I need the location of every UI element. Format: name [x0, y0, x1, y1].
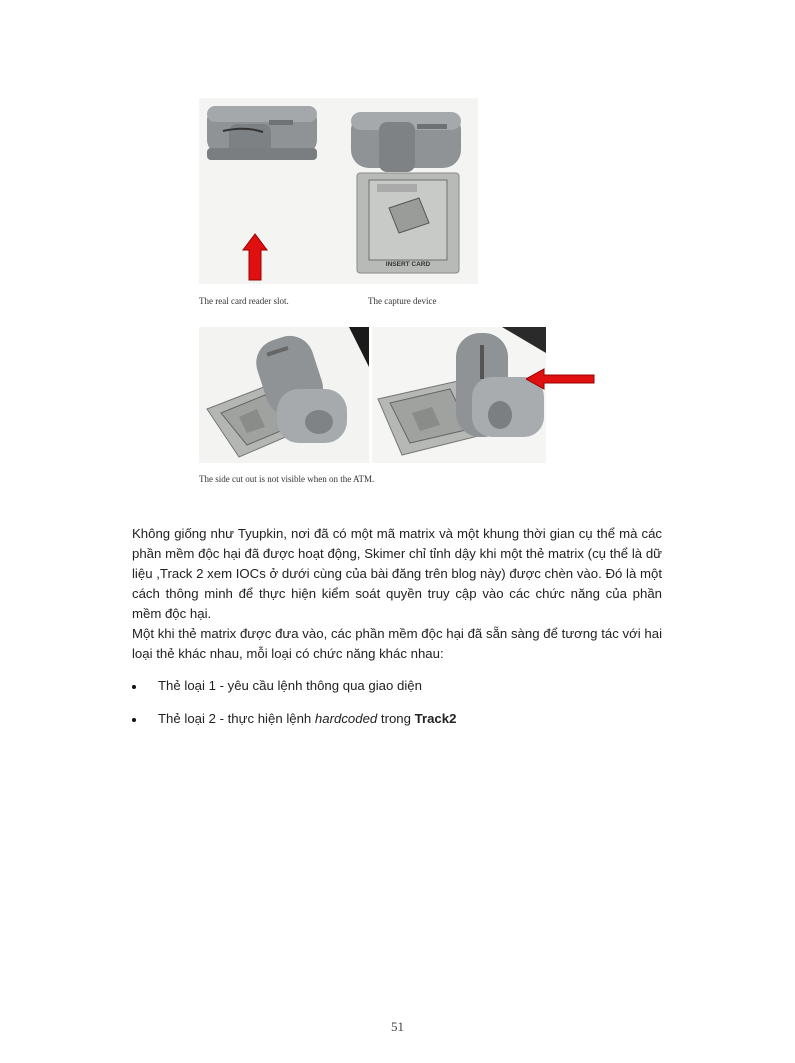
card-label: INSERT CARD — [385, 261, 431, 268]
list-item — [132, 676, 652, 696]
side-view-photo-left — [199, 327, 369, 463]
caption-capture-device: The capture device — [368, 296, 437, 306]
bullet-icon — [132, 685, 136, 689]
list-item-text-middle: trong — [377, 711, 415, 726]
bullet-icon — [132, 718, 136, 722]
card-reader-photo-top — [199, 98, 478, 284]
real-card-reader-device — [207, 106, 317, 160]
body-text — [132, 524, 662, 664]
page-number: 51 — [391, 1019, 404, 1034]
caption-side-cutout: The side cut out is not visible when on the ATM. — [199, 474, 375, 484]
list-item-text-prefix: Thẻ loại 2 - thực hiện lệnh — [158, 711, 315, 726]
list-item — [132, 709, 652, 729]
card-type-list — [132, 676, 652, 742]
list-item-text: Thẻ loại 1 - yêu cầu lệnh thông qua giao diện — [158, 678, 422, 693]
list-item-italic: hardcoded — [314, 711, 378, 726]
side-view-photo-right — [372, 327, 546, 463]
capture-device — [351, 112, 461, 273]
caption-real-slot: The real card reader slot. — [199, 296, 289, 306]
red-arrow-left-icon — [526, 368, 598, 390]
list-item-bold: Track2 — [414, 711, 457, 726]
paragraph-2: Một khi thẻ matrix được đưa vào, các phần mềm độc hại đã sẵn sàng để tương tác với hai loại thẻ khác nhau, mỗi loại có chức năng khác nhau: — [132, 626, 662, 661]
paragraph-1: Không giống như Tyupkin, nơi đã có một mã matrix và một khung thời gian cụ thể mà các phần mềm độc hại đã được hoạt động, Skimer chỉ tỉnh dậy khi một thẻ matrix (cụ thể là dữ liệu ,Track 2 xem IOCs ở dưới cùng của bài đăng trên blog này) được chèn vào. Đó là một cách thông minh để thực hiện kiểm soát quyền truy cập vào các chức năng của phần mềm độc hại. — [132, 526, 662, 621]
